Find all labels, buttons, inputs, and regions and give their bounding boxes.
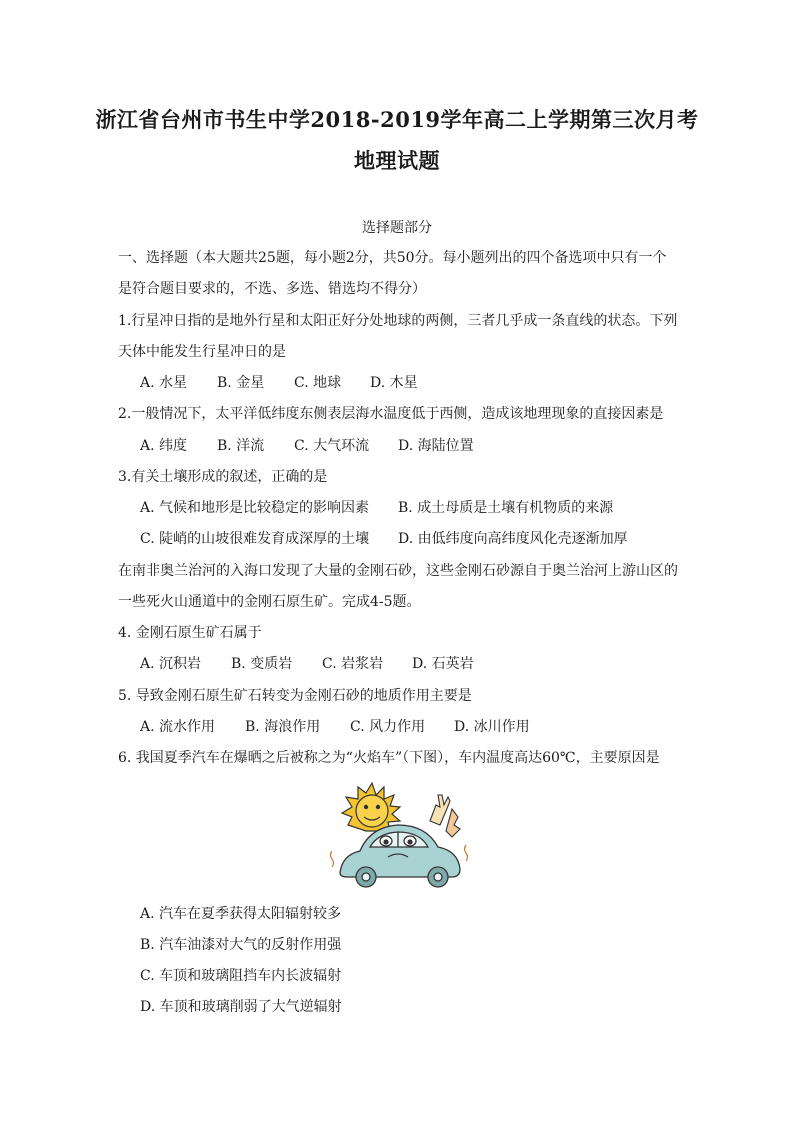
q6-option-c: C. 车顶和玻璃阻挡车内长波辐射 (140, 968, 342, 984)
question-5-stem: 5. 导致金刚石原生矿石转变为金刚石砂的地质作用主要是 (118, 688, 472, 704)
question-3-stem: 3.有关土壤形成的叙述，正确的是 (118, 469, 328, 485)
q3-option-a: A. 气候和地形是比较稳定的影响因素 (140, 500, 370, 516)
q4-option-b: B. 变质岩 (231, 656, 293, 672)
exam-title: 浙江省台州市书生中学2018-2019学年高二上学期第三次月考 (95, 107, 699, 132)
q1-option-b: B. 金星 (217, 375, 265, 391)
passage-line-1: 在南非奥兰治河的入海口发现了大量的金刚石砂，这些金刚石砂源自于奥兰治河上游山区的 (118, 563, 678, 579)
q2-option-b: B. 洋流 (217, 438, 265, 454)
question-6-stem: 6. 我国夏季汽车在爆晒之后被称之为“火焰车”（下图），车内温度高达60℃，主要原因是 (118, 750, 660, 766)
instructions-line-2: 是符合题目要求的，不选、多选、错选均不得分） (118, 281, 426, 297)
q5-option-c: C. 风力作用 (350, 719, 426, 735)
q2-option-d: D. 海陆位置 (398, 438, 474, 454)
q1-option-d: D. 木星 (370, 375, 418, 391)
q3-option-c: C. 陡峭的山坡很难发育成深厚的土壤 (140, 531, 370, 547)
q4-option-c: C. 岩浆岩 (322, 656, 384, 672)
question-2-stem: 2.一般情况下，太平洋低纬度东侧表层海水温度低于西侧，造成该地理现象的直接因素是 (118, 406, 664, 422)
passage-line-2: 一些死火山通道中的金刚石原生矿。完成4-5题。 (118, 594, 421, 610)
q1-option-c: C. 地球 (294, 375, 342, 391)
instructions-line-1: 一、选择题（本大题共25题，每小题2分，共50分。每小题列出的四个备选项中只有一个 (118, 250, 667, 266)
q1-option-a: A. 水星 (140, 375, 188, 391)
question-4-stem: 4. 金刚石原生矿石属于 (118, 625, 262, 641)
sun-icon (342, 783, 400, 831)
section-label: 选择题部分 (362, 220, 432, 236)
q5-option-a: A. 流水作用 (140, 719, 216, 735)
q4-option-a: A. 沉积岩 (140, 656, 202, 672)
question-1-stem: 1.行星冲日指的是地外行星和太阳正好分处地球的两侧，三者几乎成一条直线的状态。下列 (118, 313, 678, 329)
q5-option-d: D. 冰川作用 (454, 719, 530, 735)
q5-option-b: B. 海浪作用 (245, 719, 321, 735)
q6-option-a: A. 汽车在夏季获得太阳辐射较多 (140, 906, 342, 922)
q6-option-d: D. 车顶和玻璃削弱了大气逆辐射 (140, 999, 342, 1015)
exam-subject: 地理试题 (354, 148, 440, 173)
car-icon (340, 825, 460, 887)
q2-option-a: A. 纬度 (140, 438, 188, 454)
q2-option-c: C. 大气环流 (294, 438, 370, 454)
q4-option-d: D. 石英岩 (412, 656, 474, 672)
q6-option-b: B. 汽车油漆对大气的反射作用强 (140, 937, 342, 953)
hot-car-sun-illustration (326, 781, 474, 891)
q3-option-b: B. 成土母质是土壤有机物质的来源 (398, 500, 614, 516)
q3-option-d: D. 由低纬度向高纬度风化壳逐渐加厚 (398, 531, 628, 547)
question-1-stem-cont: 天体中能发生行星冲日的是 (118, 344, 286, 360)
